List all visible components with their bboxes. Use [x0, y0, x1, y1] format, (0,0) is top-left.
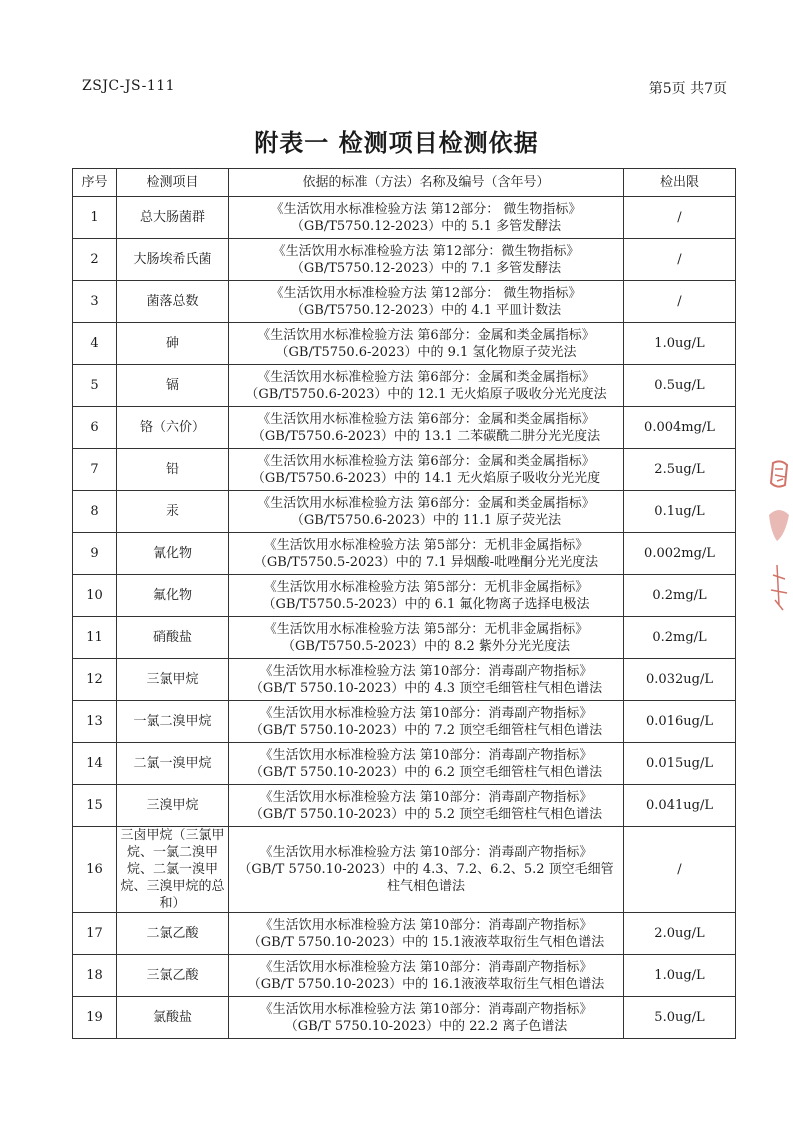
standard-cell — [229, 197, 624, 239]
table-row — [73, 955, 736, 997]
standard-method: （GB/T 5750.10-2023）中的 22.2 离子色谱法 — [284, 1018, 568, 1034]
test-item: 氰化物 — [117, 533, 229, 575]
standard-method: （GB/T5750.5-2023）中的 7.1 异烟酸-吡唑酮分光光度法 — [253, 554, 599, 570]
standard-name: 《生活饮用水标准检验方法 第10部分：消毒副产物指标》 — [259, 917, 593, 933]
detection-limit: 2.0ug/L — [624, 913, 736, 955]
table-row — [73, 997, 736, 1039]
detection-limit: 0.1ug/L — [624, 491, 736, 533]
standard-method: （GB/T 5750.10-2023）中的 6.2 顶空毛细管柱气相色谱法 — [249, 764, 603, 780]
standard-method: （GB/T5750.12-2023）中的 7.1 多管发酵法 — [290, 260, 562, 276]
detection-limit: 0.002mg/L — [624, 533, 736, 575]
standard-method: （GB/T5750.5-2023）中的 8.2 紫外分光光度法 — [282, 638, 570, 654]
standard-method: （GB/T5750.12-2023）中的 5.1 多管发酵法 — [290, 218, 562, 234]
standard-name: 《生活饮用水标准检验方法 第12部分： 微生物指标》 — [270, 201, 582, 217]
row-number: 16 — [73, 827, 117, 913]
standard-cell — [229, 913, 624, 955]
table-row — [73, 913, 736, 955]
standard-cell — [229, 323, 624, 365]
column-header-standard: 依据的标准（方法）名称及编号（含年号） — [229, 169, 624, 197]
test-item: 二氯乙酸 — [117, 913, 229, 955]
detection-limit: / — [624, 281, 736, 323]
test-item: 大肠埃希氏菌 — [117, 239, 229, 281]
standard-name: 《生活饮用水标准检验方法 第5部分：无机非金属指标》 — [263, 579, 589, 595]
row-number: 19 — [73, 997, 117, 1039]
detection-limit: 1.0ug/L — [624, 323, 736, 365]
standard-method: （GB/T 5750.10-2023）中的 15.1液液萃取衍生气相色谱法 — [247, 934, 605, 950]
standard-cell — [229, 491, 624, 533]
standard-cell — [229, 365, 624, 407]
standard-name: 《生活饮用水标准检验方法 第10部分：消毒副产物指标》 — [259, 663, 593, 679]
standard-method: （GB/T5750.6-2023）中的 13.1 二苯碳酰二肼分光光度法 — [251, 428, 601, 444]
row-number: 18 — [73, 955, 117, 997]
table-row — [73, 827, 736, 913]
standard-name: 《生活饮用水标准检验方法 第6部分：金属和类金属指标》 — [257, 327, 595, 343]
table-row — [73, 533, 736, 575]
document-code: ZSJC-JS-111 — [82, 78, 176, 94]
row-number: 1 — [73, 197, 117, 239]
row-number: 14 — [73, 743, 117, 785]
standard-cell — [229, 575, 624, 617]
test-item: 一氯二溴甲烷 — [117, 701, 229, 743]
standard-cell — [229, 955, 624, 997]
standard-method: （GB/T 5750.10-2023）中的 4.3、7.2、6.2、5.2 顶空毛细管柱气相色谱法 — [238, 862, 614, 894]
table-row — [73, 449, 736, 491]
standard-cell — [229, 533, 624, 575]
column-header-limit: 检出限 — [624, 169, 736, 197]
row-number: 12 — [73, 659, 117, 701]
test-item: 铬（六价） — [117, 407, 229, 449]
standard-cell — [229, 743, 624, 785]
detection-limit: / — [624, 197, 736, 239]
detection-limit: / — [624, 827, 736, 913]
table-row — [73, 659, 736, 701]
detection-limit: 0.016ug/L — [624, 701, 736, 743]
standard-method: （GB/T 5750.10-2023）中的 16.1液液萃取衍生气相色谱法 — [247, 976, 605, 992]
standard-method: （GB/T5750.6-2023）中的 11.1 原子荧光法 — [290, 512, 562, 528]
row-number: 4 — [73, 323, 117, 365]
table-row — [73, 575, 736, 617]
page-title: 附表一 检测项目检测依据 — [254, 128, 539, 157]
standard-cell — [229, 659, 624, 701]
standards-table — [72, 168, 736, 1039]
table-row — [73, 281, 736, 323]
standard-name: 《生活饮用水标准检验方法 第12部分：微生物指标》 — [272, 243, 580, 259]
detection-limit: / — [624, 239, 736, 281]
table-header-row — [73, 169, 736, 197]
detection-limit: 0.032ug/L — [624, 659, 736, 701]
standard-method: （GB/T 5750.10-2023）中的 4.3 顶空毛细管柱气相色谱法 — [249, 680, 603, 696]
standard-cell — [229, 827, 624, 913]
row-number: 5 — [73, 365, 117, 407]
test-item: 镉 — [117, 365, 229, 407]
table-row — [73, 785, 736, 827]
table-row — [73, 617, 736, 659]
standard-cell — [229, 449, 624, 491]
row-number: 15 — [73, 785, 117, 827]
table-row — [73, 323, 736, 365]
test-item: 三氯乙酸 — [117, 955, 229, 997]
column-header-number: 序号 — [73, 169, 117, 197]
standard-method: （GB/T5750.6-2023）中的 14.1 无火焰原子吸收分光光度 — [251, 470, 601, 486]
row-number: 6 — [73, 407, 117, 449]
test-item: 三溴甲烷 — [117, 785, 229, 827]
row-number: 10 — [73, 575, 117, 617]
test-item: 二氯一溴甲烷 — [117, 743, 229, 785]
column-header-item: 检测项目 — [117, 169, 229, 197]
test-item: 汞 — [117, 491, 229, 533]
test-item: 硝酸盐 — [117, 617, 229, 659]
test-item: 氟化物 — [117, 575, 229, 617]
standard-method: （GB/T5750.6-2023）中的 12.1 无火焰原子吸收分光光度法 — [245, 386, 607, 402]
standard-method: （GB/T 5750.10-2023）中的 5.2 顶空毛细管柱气相色谱法 — [249, 806, 603, 822]
standard-cell — [229, 281, 624, 323]
row-number: 3 — [73, 281, 117, 323]
standard-name: 《生活饮用水标准检验方法 第6部分：金属和类金属指标》 — [257, 369, 595, 385]
standard-method: （GB/T5750.12-2023）中的 4.1 平皿计数法 — [290, 302, 562, 318]
standard-name: 《生活饮用水标准检验方法 第5部分：无机非金属指标》 — [263, 537, 589, 553]
detection-limit: 1.0ug/L — [624, 955, 736, 997]
standard-name: 《生活饮用水标准检验方法 第12部分： 微生物指标》 — [270, 285, 582, 301]
standard-name: 《生活饮用水标准检验方法 第10部分：消毒副产物指标》 — [259, 1001, 593, 1017]
row-number: 2 — [73, 239, 117, 281]
standard-name: 《生活饮用水标准检验方法 第10部分：消毒副产物指标》 — [259, 845, 593, 860]
standard-cell — [229, 701, 624, 743]
test-item: 三卤甲烷（三氯甲烷、一氯二溴甲烷、二氯一溴甲烷、三溴甲烷的总和） — [117, 827, 229, 913]
standard-method: （GB/T5750.5-2023）中的 6.1 氟化物离子选择电极法 — [262, 596, 590, 612]
detection-limit: 0.004mg/L — [624, 407, 736, 449]
detection-limit: 0.015ug/L — [624, 743, 736, 785]
test-item: 砷 — [117, 323, 229, 365]
table-row — [73, 407, 736, 449]
standard-cell — [229, 997, 624, 1039]
test-item: 总大肠菌群 — [117, 197, 229, 239]
standard-name: 《生活饮用水标准检验方法 第10部分：消毒副产物指标》 — [259, 705, 593, 721]
test-item: 铅 — [117, 449, 229, 491]
row-number: 7 — [73, 449, 117, 491]
table-row — [73, 743, 736, 785]
detection-limit: 5.0ug/L — [624, 997, 736, 1039]
test-item: 菌落总数 — [117, 281, 229, 323]
row-number: 13 — [73, 701, 117, 743]
row-number: 17 — [73, 913, 117, 955]
test-item: 三氯甲烷 — [117, 659, 229, 701]
standard-name: 《生活饮用水标准检验方法 第6部分：金属和类金属指标》 — [257, 495, 595, 511]
table-row — [73, 197, 736, 239]
test-item: 氯酸盐 — [117, 997, 229, 1039]
standard-name: 《生活饮用水标准检验方法 第10部分：消毒副产物指标》 — [259, 959, 593, 975]
standard-name: 《生活饮用水标准检验方法 第6部分：金属和类金属指标》 — [257, 453, 595, 469]
standard-name: 《生活饮用水标准检验方法 第6部分：金属和类金属指标》 — [257, 411, 595, 427]
standard-name: 《生活饮用水标准检验方法 第5部分：无机非金属指标》 — [263, 621, 589, 637]
table-row — [73, 239, 736, 281]
row-number: 8 — [73, 491, 117, 533]
detection-limit: 0.2mg/L — [624, 575, 736, 617]
standard-cell — [229, 785, 624, 827]
standard-cell — [229, 239, 624, 281]
page-number: 第5页 共7页 — [648, 81, 727, 97]
detection-limit: 0.041ug/L — [624, 785, 736, 827]
detection-limit: 0.2mg/L — [624, 617, 736, 659]
seal-stamp-fragment — [763, 455, 793, 620]
row-number: 9 — [73, 533, 117, 575]
detection-limit: 0.5ug/L — [624, 365, 736, 407]
standard-cell — [229, 617, 624, 659]
standard-method: （GB/T5750.6-2023）中的 9.1 氢化物原子荧光法 — [275, 344, 577, 360]
table-row — [73, 365, 736, 407]
standard-name: 《生活饮用水标准检验方法 第10部分：消毒副产物指标》 — [259, 789, 593, 805]
standard-method: （GB/T 5750.10-2023）中的 7.2 顶空毛细管柱气相色谱法 — [249, 722, 603, 738]
standard-cell — [229, 407, 624, 449]
row-number: 11 — [73, 617, 117, 659]
table-row — [73, 491, 736, 533]
detection-limit: 2.5ug/L — [624, 449, 736, 491]
table-row — [73, 701, 736, 743]
standard-name: 《生活饮用水标准检验方法 第10部分：消毒副产物指标》 — [259, 747, 593, 763]
